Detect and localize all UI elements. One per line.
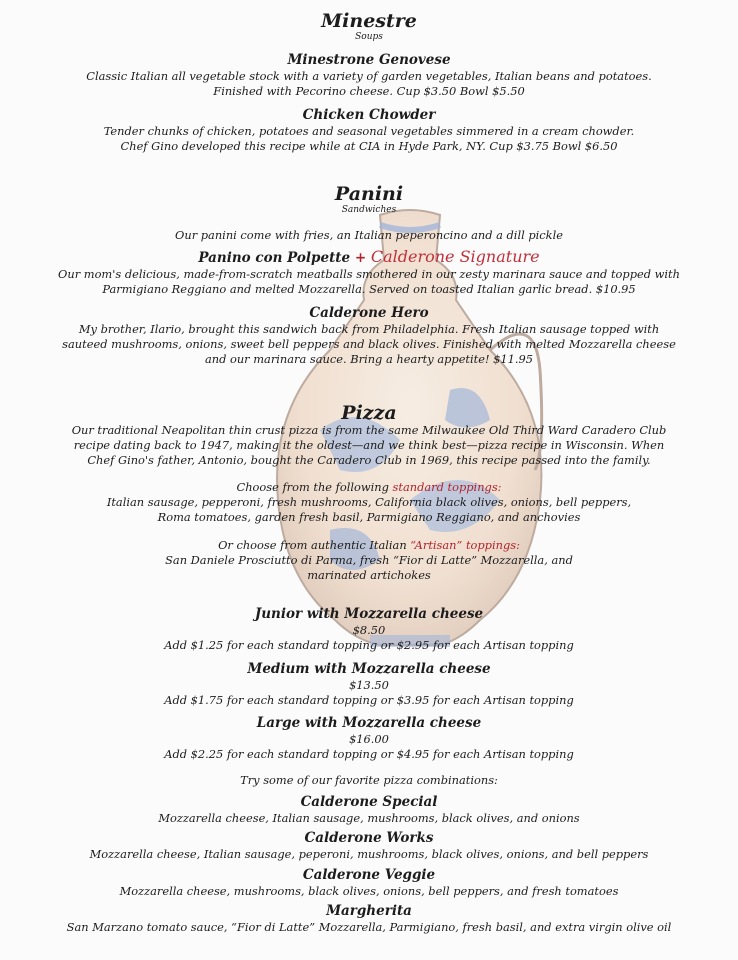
combo-name: Calderone Special (300, 794, 438, 810)
panini-item (0, 305, 738, 367)
panini-subtitle: Sandwiches (341, 205, 397, 215)
combo-name: Calderone Veggie (302, 867, 436, 883)
pizza-size-name: Medium with Mozzarella cheese (247, 661, 491, 677)
soups-title: Minestre (321, 10, 417, 32)
panini-item-desc: and our marinara sauce. Bring a hearty appetite! $11.95 (204, 352, 534, 366)
combos-intro (0, 773, 738, 788)
combo-name: Margherita (326, 903, 412, 919)
panini-item-desc: My brother, Ilario, brought this sandwich back from Philadelphia. Fresh Italian sausage topped with (78, 322, 660, 336)
combo-desc: San Marzano tomato sauce, “Fior di Latte” Mozzarella, Parmigiano, fresh basil, and extra virgin olive oil (66, 920, 672, 934)
artisan-toppings-heading (0, 538, 738, 553)
soup-item-desc: Tender chunks of chicken, potatoes and seasonal vegetables simmered in a cream chowder. (103, 124, 635, 138)
pizza-size-price: $13.50 (349, 678, 389, 692)
soup-item-desc: Chef Gino developed this recipe while at CIA in Hyde Park, NY. Cup $3.75 Bowl $6.50 (120, 139, 618, 153)
panini-item (0, 248, 738, 297)
soups-subtitle: Soups (355, 32, 383, 42)
pizza-size-note: Add $1.75 for each standard topping or $3.95 for each Artisan topping (164, 693, 574, 707)
combo-desc: Mozzarella cheese, mushrooms, black olives, onions, bell peppers, and fresh tomatoes (119, 884, 619, 898)
combo-desc: Mozzarella cheese, Italian sausage, mushrooms, black olives, and onions (158, 811, 580, 825)
standard-toppings-heading (0, 480, 738, 495)
soup-item-name: Chicken Chowder (302, 107, 436, 123)
standard-toppings-list: Italian sausage, pepperoni, fresh mushrooms, California black olives, onions, bell peppers, (106, 495, 632, 509)
soup-item-desc: Finished with Pecorino cheese. Cup $3.50 Bowl $5.50 (213, 84, 525, 98)
combo-item (0, 794, 738, 826)
panini-item-desc: sauteed mushrooms, onions, sweet bell peppers and black olives. Finished with melted Mozzarella cheese (62, 337, 676, 351)
pizza-size (0, 715, 738, 762)
panini-item-name-row (0, 248, 738, 267)
panini-intro (0, 228, 738, 243)
pizza-title: Pizza (341, 402, 397, 424)
plus-icon: + (354, 250, 367, 266)
combos-intro-text: Try some of our favorite pizza combinations: (240, 773, 498, 787)
artisan-toppings-lead: Or choose from authentic Italian (218, 538, 411, 552)
pizza-intro-text: Chef Gino's father, Antonio, bought the Caradero Club in 1969, this recipe passed into the family. (87, 453, 651, 467)
artisan-toppings-list: San Daniele Prosciutto di Parma, fresh “Fior di Latte” Mozzarella, and (165, 553, 573, 567)
pizza-size-note: Add $2.25 for each standard topping or $4.95 for each Artisan topping (164, 747, 574, 761)
standard-toppings-label: standard toppings: (392, 480, 502, 494)
combo-item (0, 903, 738, 935)
pizza-size-note: Add $1.25 for each standard topping or $2.95 for each Artisan topping (164, 638, 574, 652)
panini-item-name: Panino con Polpette (198, 250, 351, 266)
panini-item-desc: Our mom's delicious, made-from-scratch meatballs smothered in our zesty marinara sauce and topped with (58, 267, 680, 281)
soup-item (0, 52, 738, 99)
soups-section (0, 10, 738, 43)
soup-item (0, 107, 738, 154)
pizza-intro (0, 423, 738, 468)
standard-toppings (0, 480, 738, 525)
artisan-toppings-label: “Artisan” toppings: (410, 538, 520, 552)
pizza-size (0, 661, 738, 708)
combo-item (0, 830, 738, 862)
panini-title: Panini (334, 183, 404, 205)
pizza-size-price: $8.50 (352, 623, 386, 637)
soup-item-name: Minestrone Genovese (287, 52, 451, 68)
pizza-size-price: $16.00 (349, 732, 389, 746)
panini-section (0, 183, 738, 216)
pizza-section (0, 402, 738, 424)
standard-toppings-list: Roma tomatoes, garden fresh basil, Parmigiano Reggiano, and anchovies (157, 510, 581, 524)
pizza-size-name: Large with Mozzarella cheese (256, 715, 482, 731)
signature-label: Calderone Signature (370, 247, 540, 266)
artisan-toppings-list: marinated artichokes (307, 568, 431, 582)
pizza-intro-text: recipe dating back to 1947, making it the oldest—and we think best—pizza recipe in Wisconsin. When (73, 438, 665, 452)
pizza-size-name: Junior with Mozzarella cheese (254, 606, 484, 622)
soup-item-desc: Classic Italian all vegetable stock with a variety of garden vegetables, Italian beans and potatoes. (86, 69, 652, 83)
standard-toppings-lead: Choose from the following (236, 480, 393, 494)
panini-item-desc: Parmigiano Reggiano and melted Mozzarella. Served on toasted Italian garlic bread. $10.95 (102, 282, 636, 296)
artisan-toppings (0, 538, 738, 583)
panini-intro-text: Our panini come with fries, an Italian peperoncino and a dill pickle (175, 228, 563, 242)
combo-name: Calderone Works (304, 830, 434, 846)
combo-desc: Mozzarella cheese, Italian sausage, peperoni, mushrooms, black olives, onions, and bell peppers (89, 847, 649, 861)
pizza-size (0, 606, 738, 653)
panini-item-name: Calderone Hero (309, 305, 429, 321)
combo-item (0, 867, 738, 899)
pizza-intro-text: Our traditional Neapolitan thin crust pizza is from the same Milwaukee Old Third Ward Caradero Club (71, 423, 667, 437)
